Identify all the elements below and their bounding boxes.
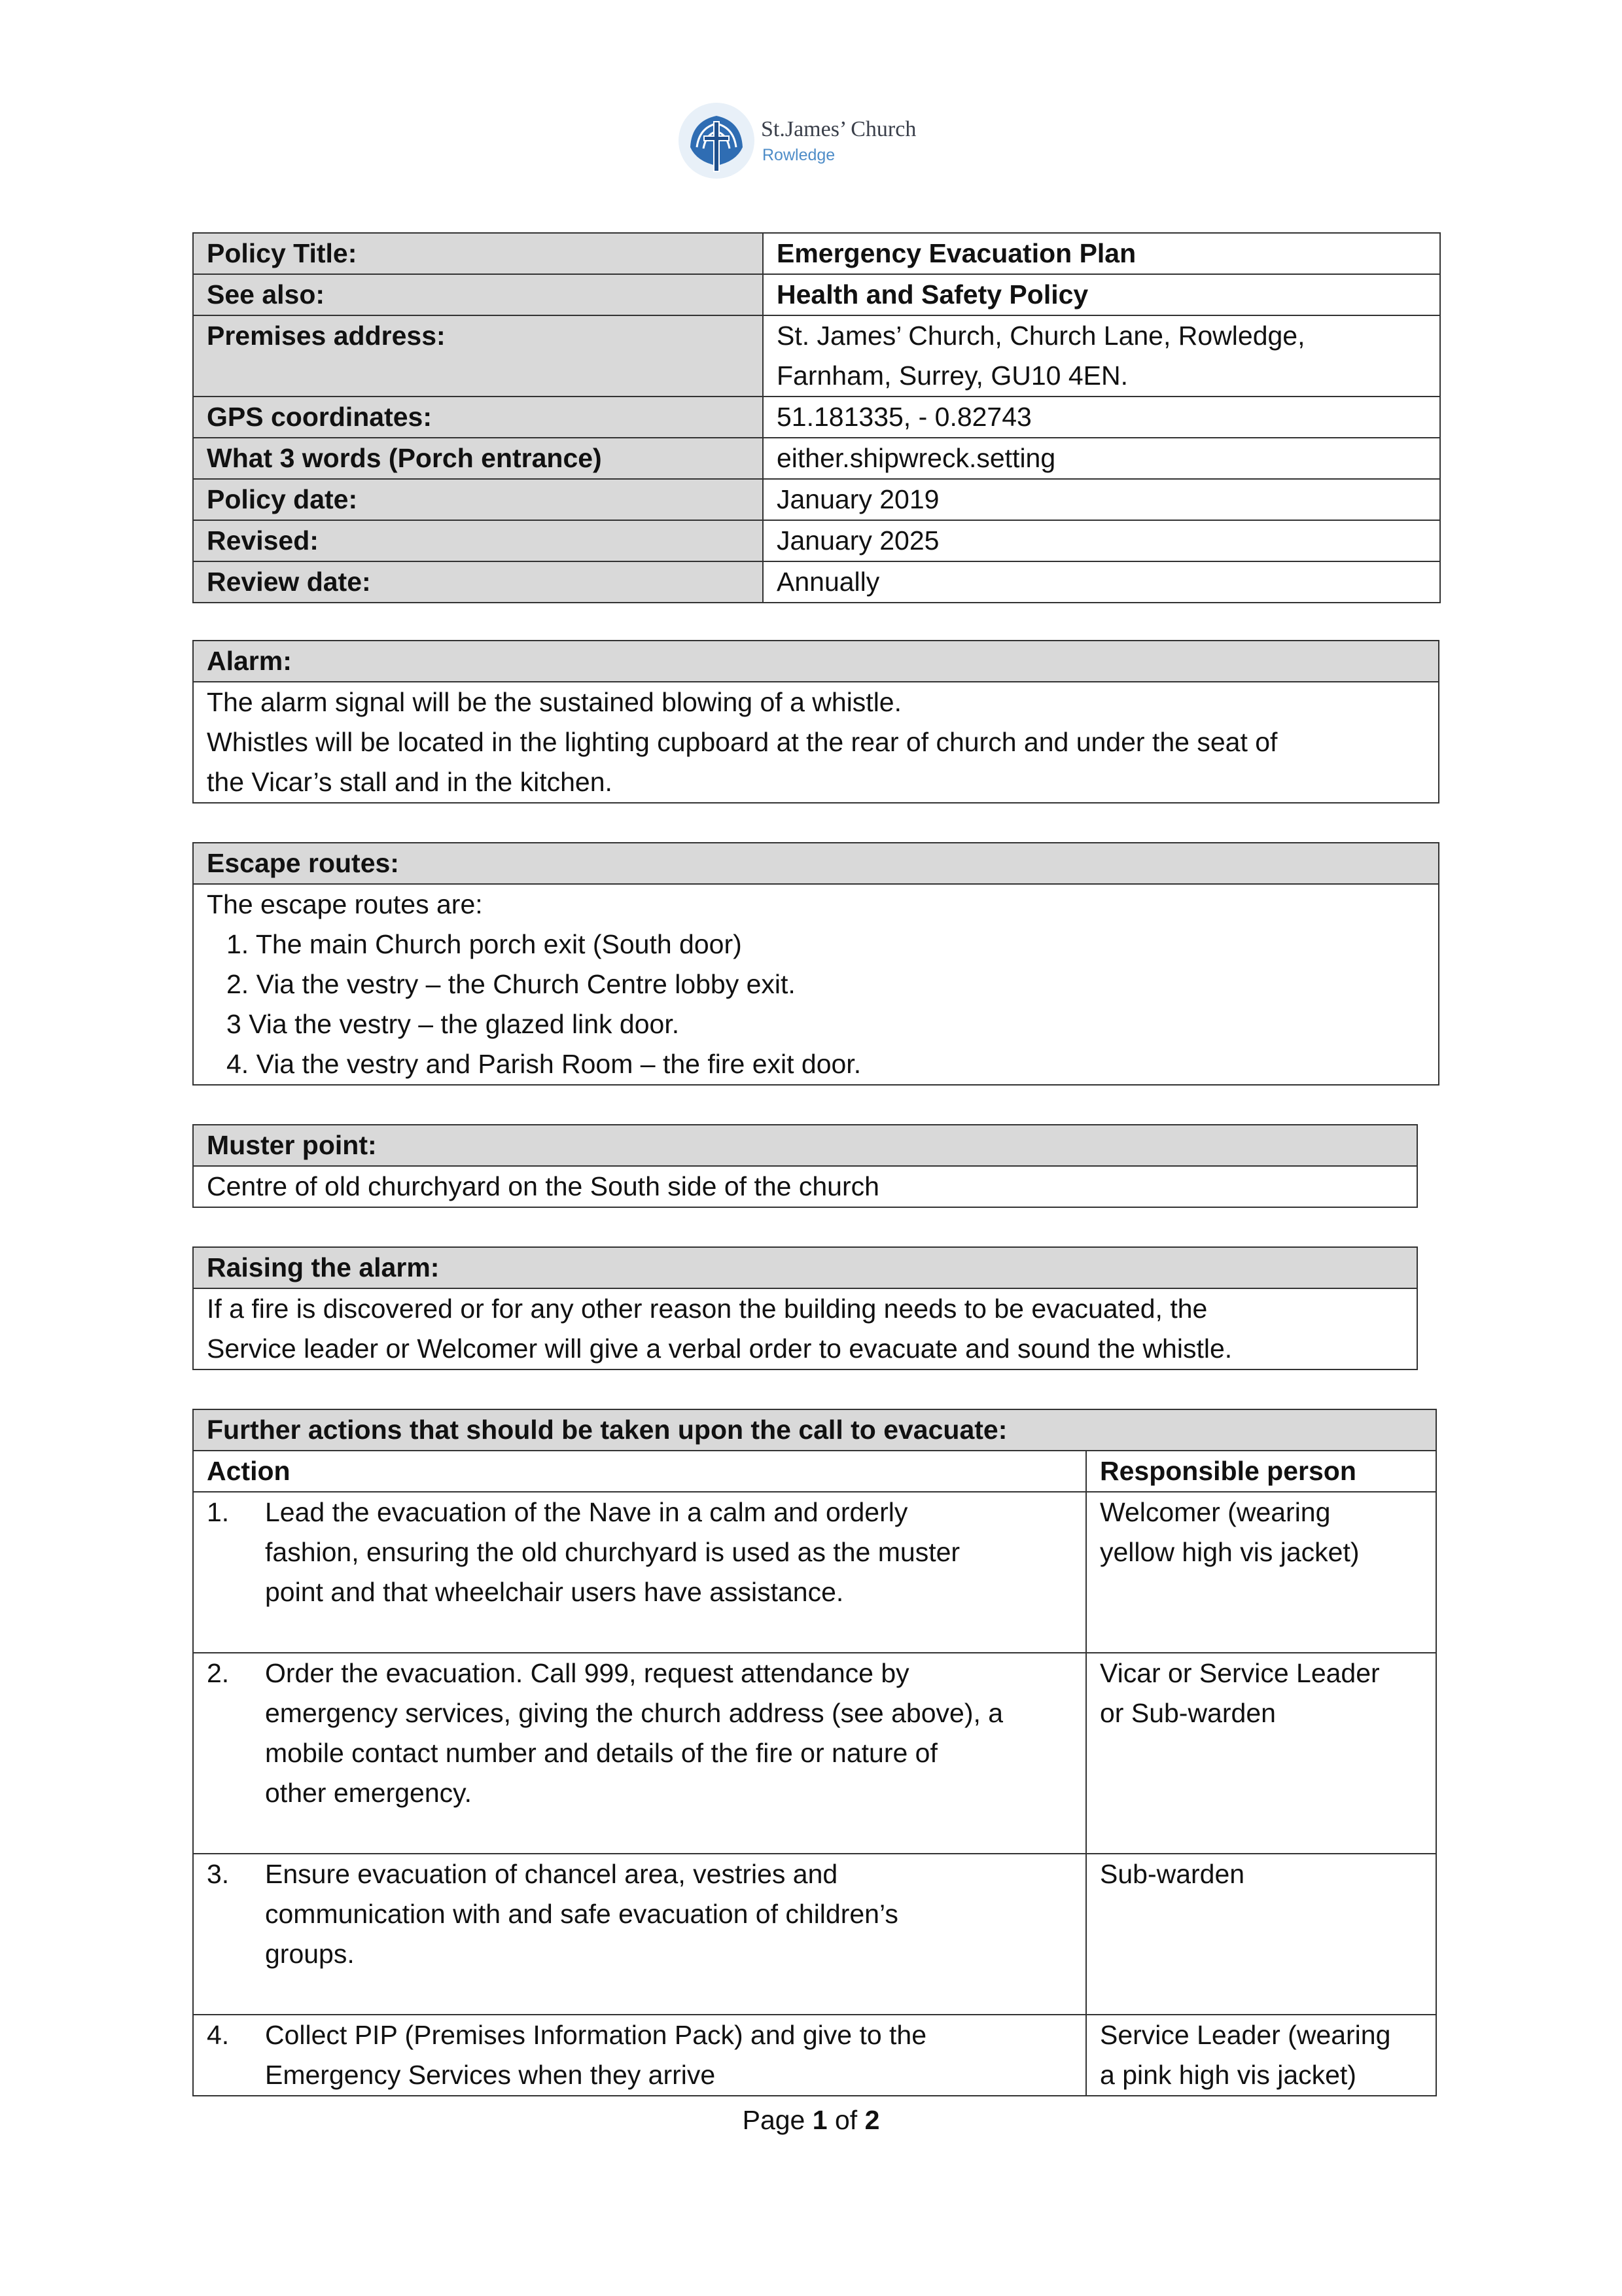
action-number: 1. bbox=[193, 1492, 265, 1653]
policy-row bbox=[193, 438, 1440, 479]
action-row bbox=[193, 1854, 1436, 2015]
alarm-body bbox=[193, 682, 1439, 803]
policy-row bbox=[193, 520, 1440, 561]
footer-page-number: 1 bbox=[812, 2105, 828, 2135]
see-also-value: Health and Safety Policy bbox=[763, 274, 1440, 315]
policy-info-table bbox=[192, 232, 1441, 603]
footer-of-word: of bbox=[834, 2105, 858, 2135]
action-line: groups. bbox=[265, 1939, 355, 1969]
escape-routes-intro: The escape routes are: bbox=[207, 889, 483, 919]
action-column-header: Action bbox=[193, 1451, 1086, 1492]
review-date-label: Review date: bbox=[193, 561, 763, 603]
raising-alarm-line: If a fire is discovered or for any other reason the building needs to be evacuated, the bbox=[207, 1294, 1208, 1324]
gps-label: GPS coordinates: bbox=[193, 397, 763, 438]
person-line: Vicar or Service Leader bbox=[1100, 1658, 1380, 1688]
footer-page-word: Page bbox=[742, 2105, 805, 2135]
action-line: fashion, ensuring the old churchyard is used as the muster bbox=[265, 1537, 961, 1567]
responsible-person-column-header: Responsible person bbox=[1086, 1451, 1436, 1492]
policy-row bbox=[193, 561, 1440, 603]
responsible-person bbox=[1086, 1653, 1436, 1854]
policy-title-label: Policy Title: bbox=[193, 233, 763, 274]
action-line: mobile contact number and details of the fire or nature of bbox=[265, 1738, 938, 1768]
responsible-person bbox=[1086, 2015, 1436, 2096]
premises-address-line-1: St. James’ Church, Church Lane, Rowledge, bbox=[777, 321, 1305, 351]
alarm-heading: Alarm: bbox=[193, 641, 1439, 682]
policy-date-value: January 2019 bbox=[763, 479, 1440, 520]
muster-point-heading: Muster point: bbox=[193, 1125, 1417, 1166]
escape-routes-body bbox=[193, 884, 1439, 1085]
further-actions-table bbox=[192, 1409, 1437, 2096]
what3words-label: What 3 words (Porch entrance) bbox=[193, 438, 763, 479]
escape-routes-heading: Escape routes: bbox=[193, 843, 1439, 884]
premises-address-value bbox=[763, 315, 1440, 397]
person-line: Welcomer (wearing bbox=[1100, 1497, 1331, 1527]
logo-church-name: St.James’ Church bbox=[761, 117, 917, 141]
person-line: yellow high vis jacket) bbox=[1100, 1537, 1360, 1567]
policy-title-value: Emergency Evacuation Plan bbox=[763, 233, 1440, 274]
see-also-label: See also: bbox=[193, 274, 763, 315]
action-text bbox=[265, 1492, 1086, 1653]
raising-alarm-body bbox=[193, 1288, 1417, 1369]
escape-route-item: 1. The main Church porch exit (South door) bbox=[226, 929, 742, 959]
alarm-line: Whistles will be located in the lighting cupboard at the rear of church and under the seat of bbox=[207, 727, 1278, 757]
person-line: or Sub-warden bbox=[1100, 1698, 1276, 1728]
policy-row bbox=[193, 479, 1440, 520]
action-line: Ensure evacuation of chancel area, vestries and bbox=[265, 1859, 838, 1889]
action-line: emergency services, giving the church address (see above), a bbox=[265, 1698, 1004, 1728]
escape-route-item: 3 Via the vestry – the glazed link door. bbox=[226, 1009, 680, 1039]
alarm-line: The alarm signal will be the sustained blowing of a whistle. bbox=[207, 687, 902, 717]
policy-date-label: Policy date: bbox=[193, 479, 763, 520]
policy-row bbox=[193, 274, 1440, 315]
responsible-person bbox=[1086, 1492, 1436, 1653]
escape-route-item: 2. Via the vestry – the Church Centre lobby exit. bbox=[226, 969, 796, 999]
church-shell-cross-icon bbox=[677, 101, 756, 180]
person-line: Sub-warden bbox=[1100, 1859, 1245, 1889]
premises-address-line-2: Farnham, Surrey, GU10 4EN. bbox=[777, 361, 1128, 391]
muster-point-text: Centre of old churchyard on the South side of the church bbox=[193, 1166, 1417, 1207]
person-line: a pink high vis jacket) bbox=[1100, 2060, 1356, 2090]
action-row bbox=[193, 1492, 1436, 1653]
action-number: 3. bbox=[193, 1854, 265, 2015]
action-row bbox=[193, 2015, 1436, 2096]
church-logo bbox=[677, 101, 952, 180]
action-number: 4. bbox=[193, 2015, 265, 2096]
action-row bbox=[193, 1653, 1436, 1854]
raising-alarm-section bbox=[192, 1246, 1418, 1370]
action-line: communication with and safe evacuation of children’s bbox=[265, 1899, 898, 1929]
escape-routes-section bbox=[192, 842, 1439, 1086]
revised-value: January 2025 bbox=[763, 520, 1440, 561]
action-text bbox=[265, 1854, 1086, 2015]
page-footer bbox=[0, 2100, 1622, 2140]
action-line: Emergency Services when they arrive bbox=[265, 2060, 716, 2090]
action-number: 2. bbox=[193, 1653, 265, 1854]
action-line: Collect PIP (Premises Information Pack) and give to the bbox=[265, 2020, 927, 2050]
action-line: other emergency. bbox=[265, 1778, 472, 1808]
action-line: Lead the evacuation of the Nave in a calm and orderly bbox=[265, 1497, 908, 1527]
revised-label: Revised: bbox=[193, 520, 763, 561]
action-text bbox=[265, 1653, 1086, 1854]
footer-page-total: 2 bbox=[864, 2105, 880, 2135]
logo-location: Rowledge bbox=[762, 146, 836, 164]
alarm-section bbox=[192, 640, 1439, 804]
policy-row bbox=[193, 233, 1440, 274]
policy-row bbox=[193, 397, 1440, 438]
raising-alarm-line: Service leader or Welcomer will give a verbal order to evacuate and sound the whistle. bbox=[207, 1333, 1233, 1364]
action-text bbox=[265, 2015, 1086, 2096]
responsible-person bbox=[1086, 1854, 1436, 2015]
person-line: Service Leader (wearing bbox=[1100, 2020, 1391, 2050]
further-actions-heading: Further actions that should be taken upon the call to evacuate: bbox=[193, 1409, 1436, 1451]
escape-route-item: 4. Via the vestry and Parish Room – the fire exit door. bbox=[226, 1049, 862, 1079]
gps-value: 51.181335, - 0.82743 bbox=[763, 397, 1440, 438]
review-date-value: Annually bbox=[763, 561, 1440, 603]
muster-point-section bbox=[192, 1124, 1418, 1208]
action-line: Order the evacuation. Call 999, request attendance by bbox=[265, 1658, 909, 1688]
alarm-line: the Vicar’s stall and in the kitchen. bbox=[207, 767, 612, 797]
policy-row bbox=[193, 315, 1440, 397]
what3words-value: either.shipwreck.setting bbox=[763, 438, 1440, 479]
action-line: point and that wheelchair users have assistance. bbox=[265, 1577, 844, 1607]
premises-address-label: Premises address: bbox=[193, 315, 763, 397]
raising-alarm-heading: Raising the alarm: bbox=[193, 1247, 1417, 1288]
